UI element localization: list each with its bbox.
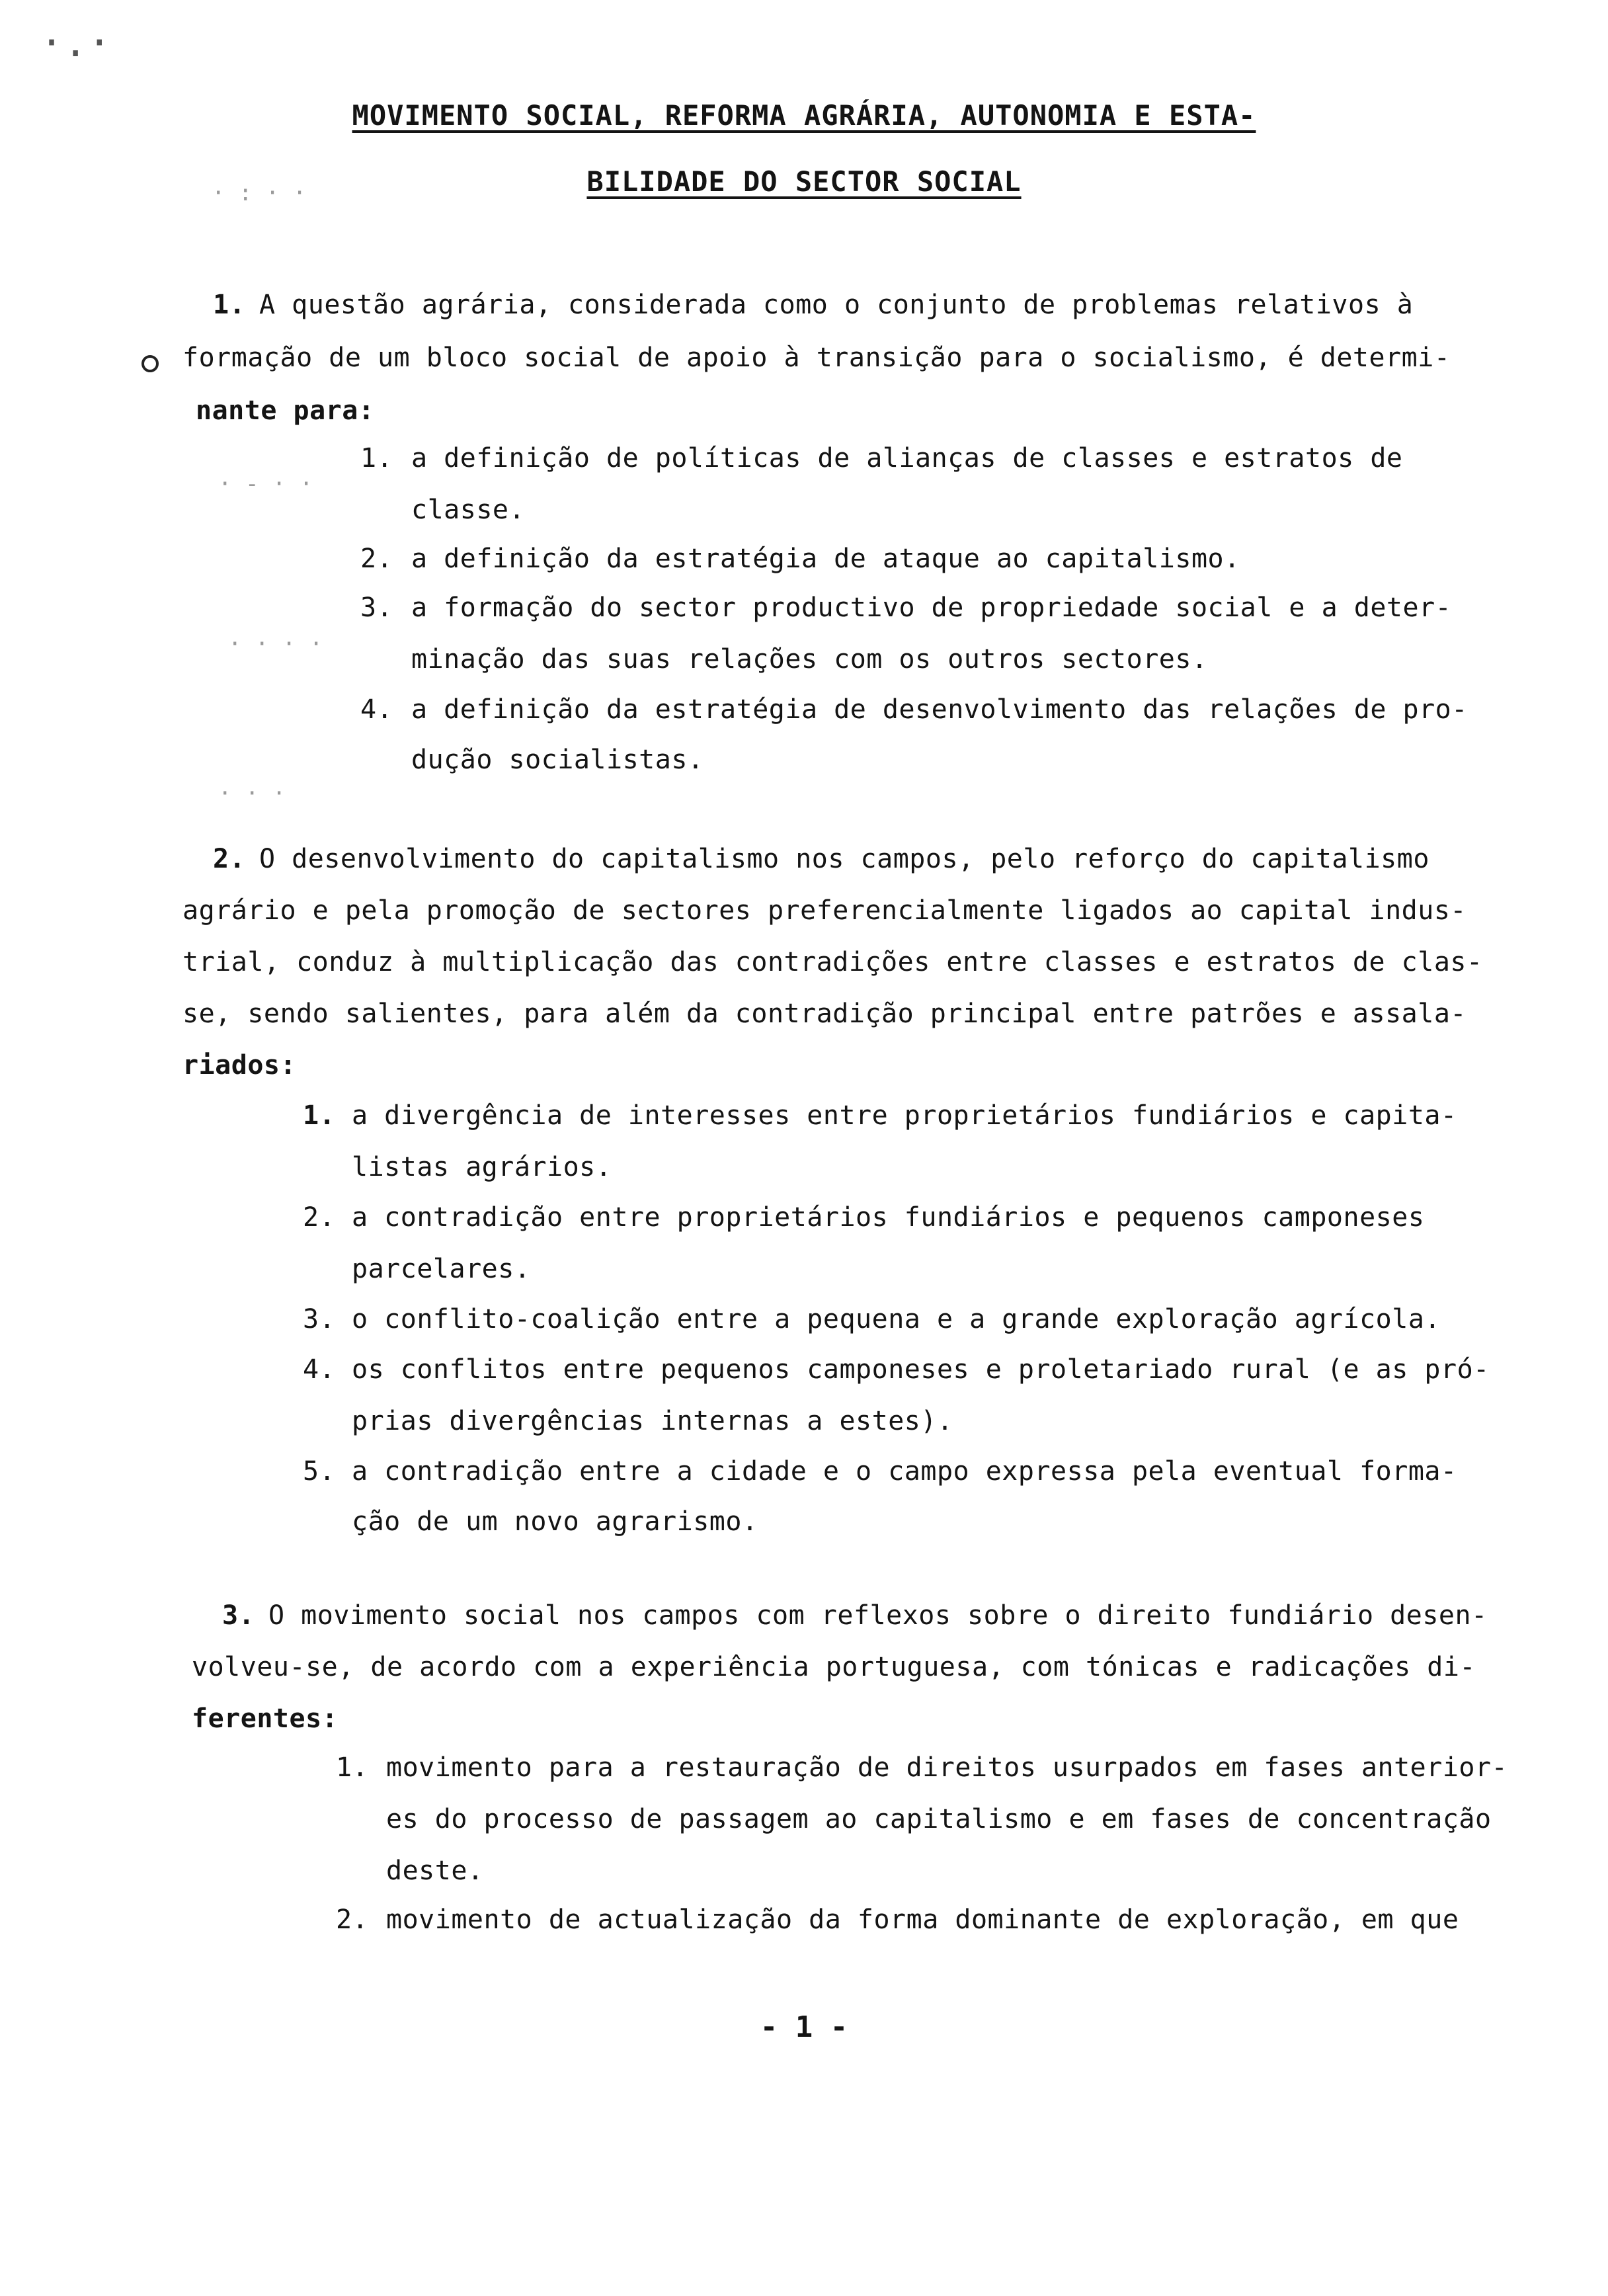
list-item-number: 2. — [336, 1905, 369, 1935]
list-item-text: deste. — [386, 1856, 484, 1886]
list-item-text: a contradição entre proprietários fundiários e pequenos camponeses — [352, 1202, 1425, 1233]
section-2-text-line: trial, conduz à multiplicação das contradições entre classes e estratos de clas- — [182, 947, 1483, 977]
list-item-text: classe. — [411, 495, 526, 525]
section-2-text-line: agrário e pela promoção de sectores preferencialmente ligados ao capital indus- — [182, 895, 1467, 926]
list-item-text: o conflito-coalição entre a pequena e a grande exploração agrícola. — [352, 1304, 1441, 1334]
list-item-text: a definição de políticas de alianças de classes e estratos de — [411, 443, 1403, 473]
list-item-number: 1. — [336, 1752, 369, 1783]
document-title-line-2: BILIDADE DO SECTOR SOCIAL — [586, 165, 1022, 198]
list-item-number: 5. — [303, 1456, 336, 1487]
section-3-text-line: O movimento social nos campos com reflexos sobre o direito fundiário desen- — [268, 1600, 1488, 1631]
list-item-number: 1. — [303, 1100, 336, 1131]
page-number: - 1 - — [760, 2010, 848, 2044]
section-1-number: 1. — [213, 290, 246, 320]
list-item-text: a formação do sector productivo de propriedade social e a deter- — [411, 593, 1452, 623]
scan-noise: · : · · — [212, 180, 307, 206]
list-item-text: minação das suas relações com os outros sectores. — [411, 644, 1208, 675]
list-item-number: 4. — [360, 694, 393, 725]
section-2-text-line: se, sendo salientes, para além da contradição principal entre patrões e assala- — [182, 999, 1467, 1029]
section-1-text-line: nante para: — [196, 395, 375, 426]
section-2-text-line: O desenvolvimento do capitalismo nos campos, pelo reforço do capitalismo — [259, 844, 1429, 874]
list-item-text: a definição da estratégia de desenvolvimento das relações de pro- — [411, 694, 1468, 725]
section-3-text-line: volveu-se, de acordo com a experiência portuguesa, com tónicas e radicações di- — [192, 1652, 1476, 1682]
section-2-number: 2. — [213, 844, 246, 874]
list-item-text: movimento para a restauração de direitos usurpados em fases anterior- — [386, 1752, 1508, 1783]
list-item-text: es do processo de passagem ao capitalismo e em fases de concentração — [386, 1804, 1492, 1834]
list-item-text: listas agrários. — [352, 1152, 612, 1182]
scan-noise: ·.· — [40, 20, 112, 66]
list-item-text: ção de um novo agrarismo. — [352, 1506, 758, 1537]
list-item-text: prias divergências internas a estes). — [352, 1406, 953, 1436]
document-title-line-1: MOVIMENTO SOCIAL, REFORMA AGRÁRIA, AUTONOMIA E ESTA- — [352, 99, 1256, 132]
section-1-text-line: A questão agrária, considerada como o conjunto de problemas relativos à — [259, 290, 1414, 320]
list-item-number: 2. — [360, 544, 393, 574]
list-item-text: movimento de actualização da forma dominante de exploração, em que — [386, 1905, 1459, 1935]
list-item-text: parcelares. — [352, 1254, 531, 1284]
scan-noise: · · · — [218, 780, 286, 807]
list-item-number: 1. — [360, 443, 393, 473]
circle-bullet-icon — [141, 355, 159, 372]
list-item-text: os conflitos entre pequenos camponeses e proletariado rural (e as pró- — [352, 1354, 1490, 1385]
list-item-text: a contradição entre a cidade e o campo expressa pela eventual forma- — [352, 1456, 1457, 1487]
list-item-number: 2. — [303, 1202, 336, 1233]
list-item-number: 4. — [303, 1354, 336, 1385]
list-item-text: a divergência de interesses entre proprietários fundiários e capita- — [352, 1100, 1457, 1131]
list-item-number: 3. — [303, 1304, 336, 1334]
list-item-text: a definição da estratégia de ataque ao capitalismo. — [411, 544, 1240, 574]
scan-noise: · - · · — [218, 471, 313, 497]
list-item-number: 3. — [360, 593, 393, 623]
section-1-text-line: formação de um bloco social de apoio à transição para o socialismo, é determi- — [182, 343, 1451, 373]
section-2-text-line: riados: — [182, 1050, 297, 1081]
section-3-text-line: ferentes: — [192, 1703, 339, 1734]
list-item-text: dução socialistas. — [411, 745, 704, 775]
section-3-number: 3. — [222, 1600, 255, 1631]
scan-noise: · · · · — [228, 631, 323, 657]
